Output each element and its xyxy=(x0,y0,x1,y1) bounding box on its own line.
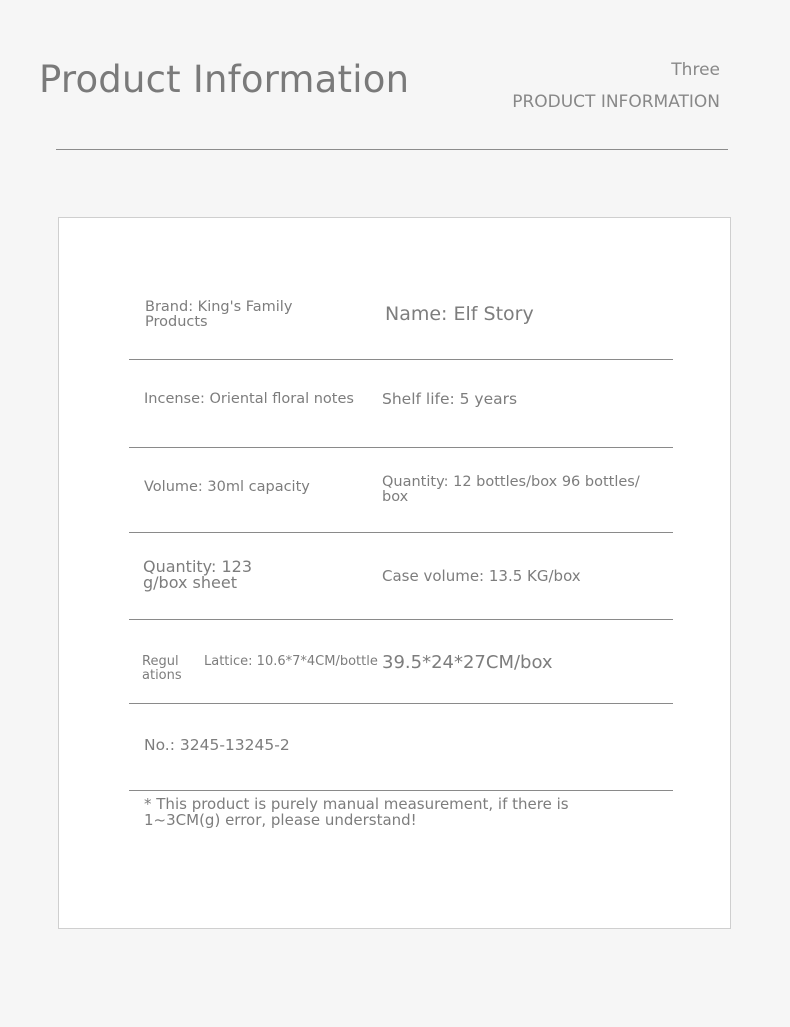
row-divider xyxy=(129,532,673,533)
incense-field: Incense: Oriental floral notes xyxy=(144,391,354,407)
quantity-weight-field: Quantity: 123 g/box sheet xyxy=(143,557,252,592)
row-divider xyxy=(129,790,673,791)
row-divider xyxy=(129,703,673,704)
header-divider xyxy=(56,149,728,150)
regulations-label: Regul ations xyxy=(142,654,182,683)
name-field: Name: Elf Story xyxy=(385,303,534,325)
number-field: No.: 3245-13245-2 xyxy=(144,736,290,754)
lattice-field: Lattice: 10.6*7*4CM/bottle xyxy=(204,654,378,669)
row-divider xyxy=(129,359,673,360)
shelf-life-field: Shelf life: 5 years xyxy=(382,390,518,408)
row-divider xyxy=(129,447,673,448)
info-card xyxy=(58,217,731,929)
case-volume-field: Case volume: 13.5 KG/box xyxy=(382,567,581,585)
box-size-field: 39.5*24*27CM/box xyxy=(382,652,553,673)
quantity-bottles-field: Quantity: 12 bottles/box 96 bottles/ box xyxy=(382,474,640,505)
section-number: Three xyxy=(671,60,720,80)
page-title: Product Information xyxy=(39,58,410,101)
row-divider xyxy=(129,619,673,620)
volume-field: Volume: 30ml capacity xyxy=(144,479,310,495)
measurement-note: * This product is purely manual measurement, if there is 1~3CM(g) error, please understand! xyxy=(144,795,569,829)
section-title: PRODUCT INFORMATION xyxy=(512,92,720,112)
brand-field: Brand: King's Family Products xyxy=(145,299,293,330)
